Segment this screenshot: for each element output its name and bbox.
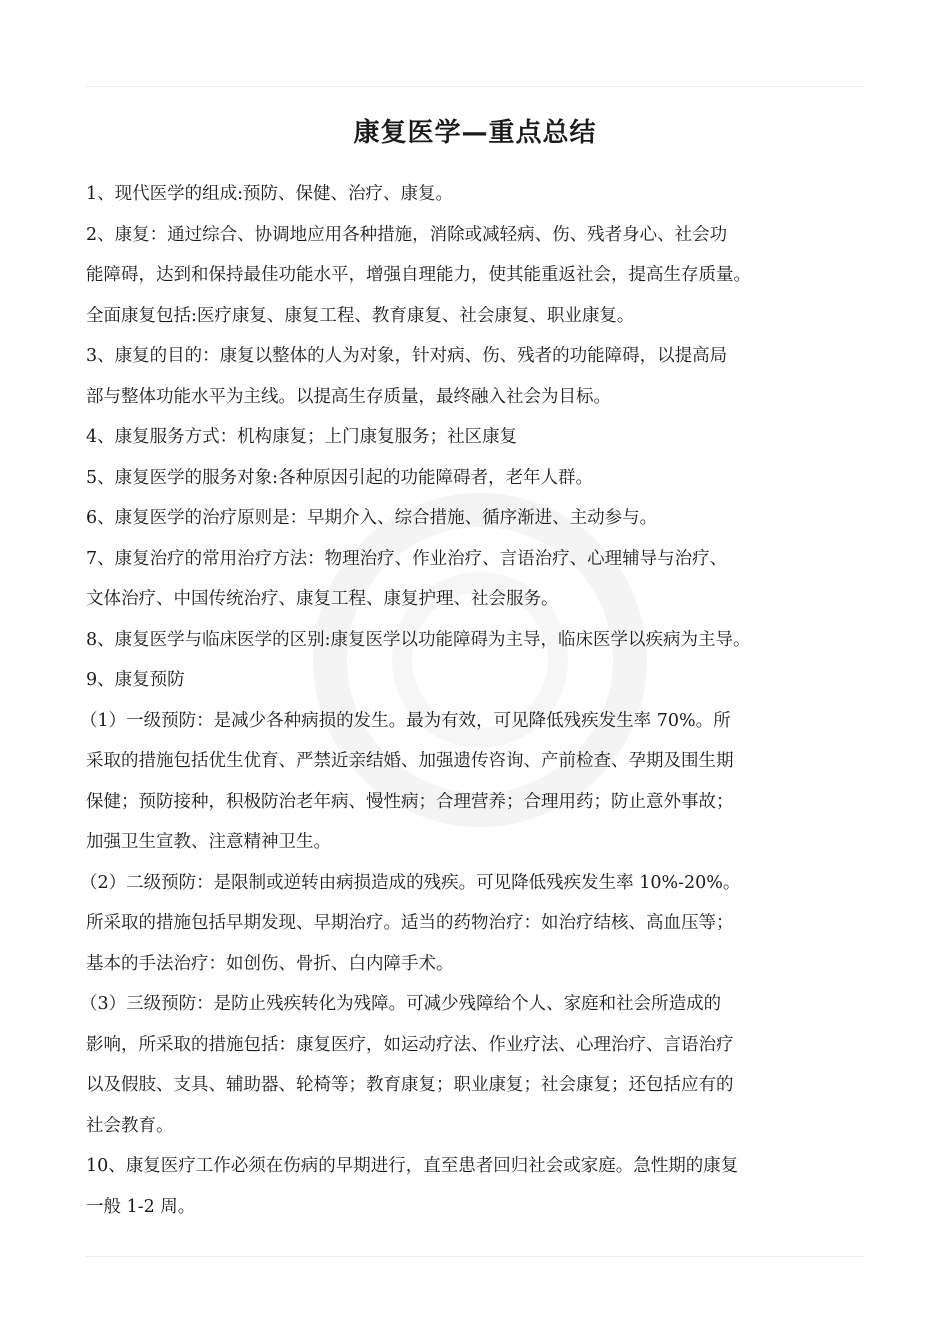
text-line: 5、康复医学的服务对象:各种原因引起的功能障碍者，老年人群。 bbox=[86, 467, 594, 488]
text-line: 社会教育。 bbox=[86, 1115, 174, 1136]
text-line: （2）二级预防：是限制或逆转由病损造成的残疾。可见降低残疾发生率 10%-20%。 bbox=[80, 872, 741, 893]
text-line: （3）三级预防：是防止残疾转化为残障。可减少残障给个人、家庭和社会所造成的 bbox=[80, 994, 722, 1014]
text-line: 能障碍，达到和保持最佳功能水平，增强自理能力，使其能重返社会，提高生存质量。 bbox=[86, 265, 751, 285]
text-line: 部与整体功能水平为主线。以提高生存质量，最终融入社会为目标。 bbox=[86, 386, 611, 407]
text-line: 1、现代医学的组成:预防、保健、治疗、康复。 bbox=[86, 184, 454, 204]
text-line: 4、康复服务方式：机构康复；上门康复服务；社区康复 bbox=[86, 427, 518, 447]
text-line: 2、康复：通过综合、协调地应用各种措施，消除或减轻病、伤、残者身心、社会功 bbox=[86, 224, 728, 245]
text-line: （1）一级预防：是减少各种病损的发生。最为有效，可见降低残疾发生率 70%。所 bbox=[80, 710, 731, 731]
text-line: 基本的手法治疗：如创伤、骨折、白内障手术。 bbox=[86, 953, 454, 974]
text-line: 文体治疗、中国传统治疗、康复工程、康复护理、社会服务。 bbox=[86, 589, 559, 609]
text-line: 影响，所采取的措施包括：康复医疗，如运动疗法、作业疗法、心理治疗、言语治疗 bbox=[86, 1034, 734, 1055]
text-line: 10、康复医疗工作必须在伤病的早期进行，直至患者回归社会或家庭。急性期的康复 bbox=[86, 1156, 739, 1176]
text-line: 3、康复的目的：康复以整体的人为对象，针对病、伤、残者的功能障碍，以提高局 bbox=[86, 346, 728, 366]
top-divider bbox=[86, 86, 864, 87]
text-line: 全面康复包括:医疗康复、康复工程、教育康复、社会康复、职业康复。 bbox=[86, 305, 635, 326]
text-line: 所采取的措施包括早期发现、早期治疗。适当的药物治疗：如治疗结核、高血压等； bbox=[86, 913, 734, 933]
page-title: 康复医学—重点总结 bbox=[353, 118, 597, 148]
text-line: 加强卫生宣教、注意精神卫生。 bbox=[86, 832, 331, 852]
text-line: 以及假肢、支具、辅助器、轮椅等；教育康复；职业康复；社会康复；还包括应有的 bbox=[86, 1075, 734, 1095]
text-line: 7、康复治疗的常用治疗方法：物理治疗、作业治疗、言语治疗、心理辅导与治疗、 bbox=[86, 548, 728, 569]
text-line: 6、康复医学的治疗原则是：早期介入、综合措施、循序渐进、主动参与。 bbox=[86, 508, 658, 528]
text-line: 采取的措施包括优生优育、严禁近亲结婚、加强遗传咨询、产前检查、孕期及围生期 bbox=[86, 751, 734, 771]
text-line: 一般 1-2 周。 bbox=[86, 1196, 196, 1217]
text-line: 8、康复医学与临床医学的区别:康复医学以功能障碍为主导，临床医学以疾病为主导。 bbox=[86, 629, 751, 650]
text-line: 9、康复预防 bbox=[86, 670, 185, 690]
text-line: 保健；预防接种，积极防治老年病、慢性病；合理营养；合理用药；防止意外事故； bbox=[86, 791, 734, 812]
document-body bbox=[80, 174, 876, 1227]
bottom-divider bbox=[86, 1256, 864, 1257]
